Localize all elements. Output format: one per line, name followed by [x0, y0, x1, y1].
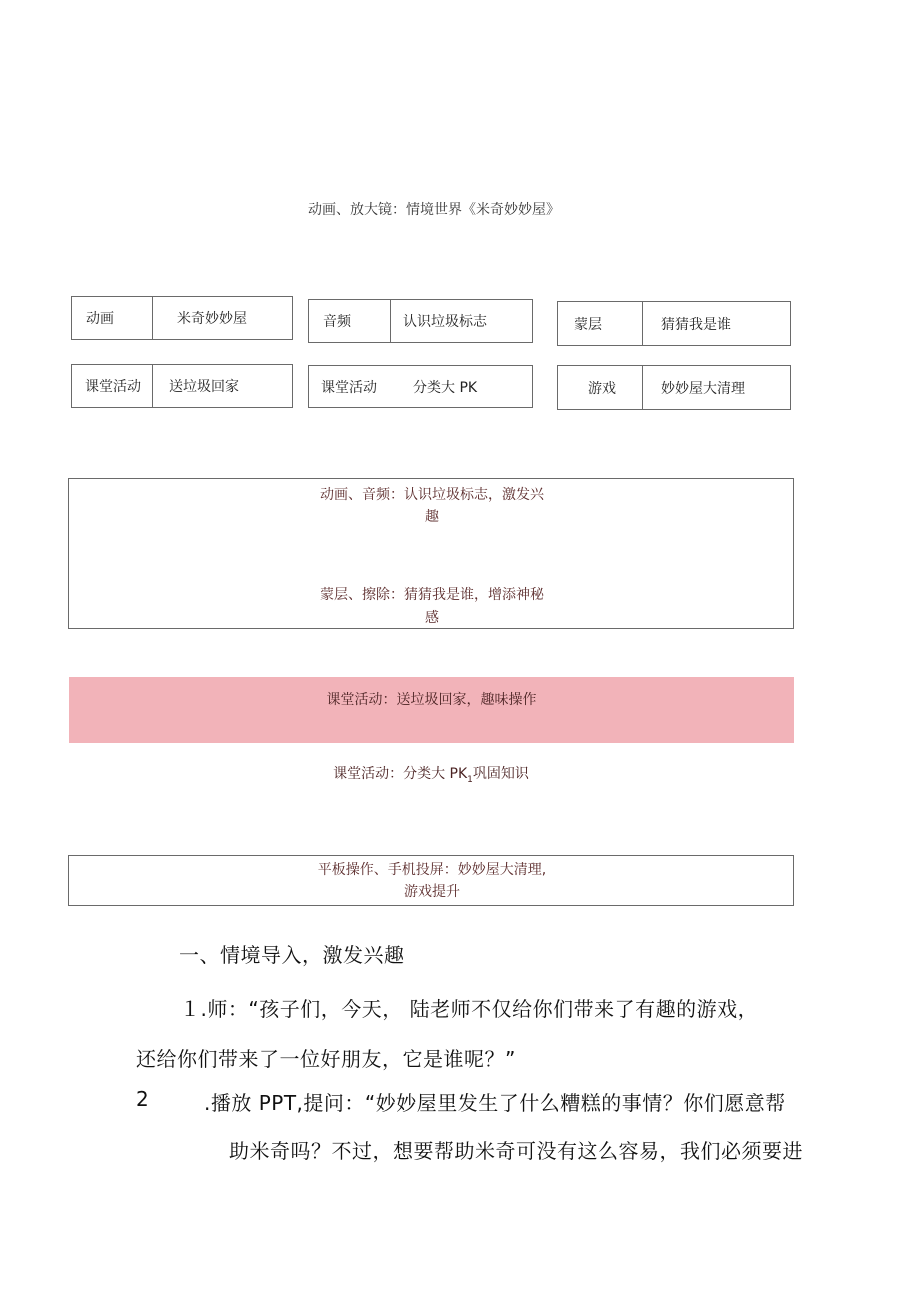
flow-pk-prefix: 课堂活动：分类大 PK: [333, 766, 468, 782]
flow-line: 平板操作、手机投屏：妙妙屋大清理,: [317, 862, 547, 878]
flow-box-activity: [69, 677, 794, 743]
grid-cell-game: [557, 365, 791, 410]
flow-pk-suffix: 巩固知识: [472, 766, 529, 782]
flow-line: 感: [425, 610, 439, 626]
paragraph-line: .播放 PPT,提问：“妙妙屋里发生了什么糟糕的事情？你们愿意帮: [204, 1091, 786, 1115]
flow-pk-sub: 1: [467, 774, 473, 785]
grid-cell-label: 蒙层: [558, 302, 643, 345]
grid-cell-label: 音频: [309, 300, 391, 342]
paragraph-line: 助米奇吗？不过，想要帮助米奇可没有这么容易，我们必须要进: [229, 1139, 803, 1163]
section-heading: 一、情境导入，激发兴趣: [179, 943, 405, 967]
flow-box-game: [68, 855, 794, 906]
grid-cell-value: 送垃圾回家: [169, 379, 239, 395]
grid-cell-label: 游戏: [558, 366, 643, 409]
grid-cell-label: 动画: [72, 297, 153, 339]
grid-cell-animation: [71, 296, 293, 340]
grid-cell-mask: [557, 301, 791, 346]
grid-cell-value: 分类大 PK: [413, 379, 478, 396]
grid-cell-value: 米奇妙妙屋: [177, 311, 247, 327]
flow-line: 课堂活动：送垃圾回家，趣味操作: [326, 692, 537, 708]
flow-line: 趣: [425, 509, 439, 525]
grid-cell-value: 猜猜我是谁: [661, 316, 731, 333]
paragraph-line: 还给你们带来了一位好朋友，它是谁呢？”: [136, 1047, 516, 1071]
grid-cell-value: 妙妙屋大清理: [661, 380, 745, 397]
flow-box-intro: [68, 478, 794, 629]
flow-line: 动画、音频：认识垃圾标志，激发兴: [320, 487, 544, 503]
paragraph-line: １.师：“孩子们，今天， 陆老师不仅给你们带来了有趣的游戏，: [180, 997, 759, 1021]
flow-activity-pk: [0, 763, 862, 785]
grid-cell-activity-1: [71, 364, 293, 408]
grid-cell-activity-2: [308, 365, 533, 408]
flow-line: 蒙层、擦除：猜猜我是谁，增添神秘: [320, 587, 544, 603]
grid-cell-label: 课堂活动: [72, 365, 153, 407]
paragraph-number: 2: [136, 1087, 150, 1111]
page-title: 动画、放大镜：情境世界《米奇妙妙屋》: [308, 202, 560, 218]
grid-cell-label: 课堂活动: [321, 379, 377, 396]
flow-line: 游戏提升: [404, 884, 460, 900]
grid-cell-audio: [308, 299, 533, 343]
grid-cell-value: 认识垃圾标志: [403, 314, 487, 330]
